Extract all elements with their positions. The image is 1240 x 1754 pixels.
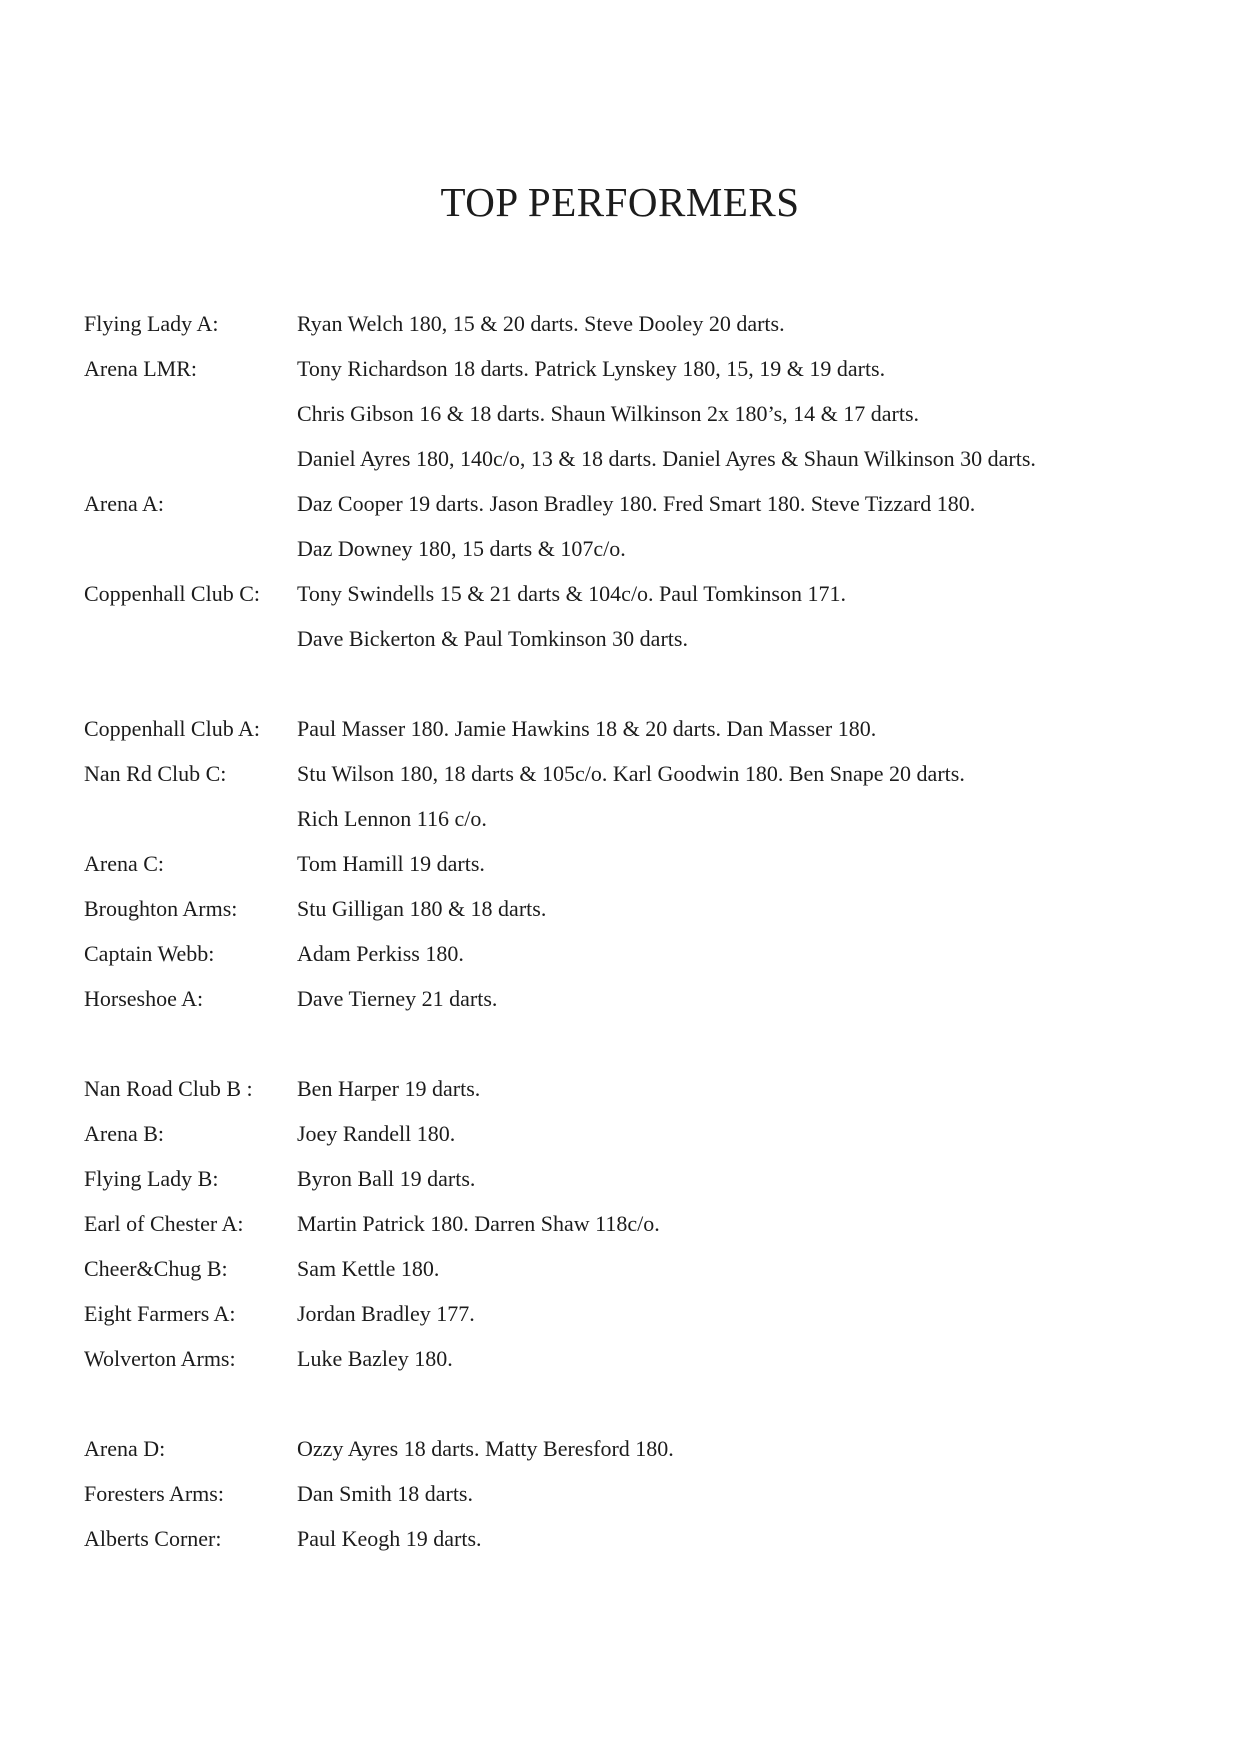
performance-lines xyxy=(297,841,1180,886)
table-row xyxy=(84,1471,1180,1516)
performance-lines xyxy=(297,1336,1180,1381)
team-label: Coppenhall Club C: xyxy=(84,581,260,607)
table-row xyxy=(84,1336,1180,1381)
table-row xyxy=(84,1156,1180,1201)
performers-section xyxy=(84,301,1180,661)
performance-lines xyxy=(297,571,1180,661)
performance-lines xyxy=(297,751,1180,841)
table-row xyxy=(84,1111,1180,1156)
table-row xyxy=(84,1426,1180,1471)
performance-lines xyxy=(297,1111,1180,1156)
performance-line: Ozzy Ayres 18 darts. Matty Beresford 180. xyxy=(297,1436,674,1462)
performance-line: Luke Bazley 180. xyxy=(297,1346,453,1372)
performance-line: Ben Harper 19 darts. xyxy=(297,1076,481,1102)
performance-line: Paul Keogh 19 darts. xyxy=(297,1526,482,1552)
team-label: Nan Road Club B : xyxy=(84,1076,253,1102)
page-title: TOP PERFORMERS xyxy=(440,179,800,225)
performance-line: Daz Downey 180, 15 darts & 107c/o. xyxy=(297,536,626,562)
performance-lines xyxy=(297,346,1180,481)
table-row xyxy=(84,1201,1180,1246)
team-label: Arena B: xyxy=(84,1121,165,1147)
performance-lines xyxy=(297,1066,1180,1111)
table-row xyxy=(84,571,1180,661)
performance-line: Dave Bickerton & Paul Tomkinson 30 darts. xyxy=(297,626,688,652)
performance-lines xyxy=(297,481,1180,571)
table-row xyxy=(84,301,1180,346)
performance-line: Stu Gilligan 180 & 18 darts. xyxy=(297,896,547,922)
performance-lines xyxy=(297,931,1180,976)
performance-line: Tony Swindells 15 & 21 darts & 104c/o. Paul Tomkinson 171. xyxy=(297,581,846,607)
performance-lines xyxy=(297,1516,1180,1561)
performance-lines xyxy=(297,1201,1180,1246)
performance-lines xyxy=(297,1246,1180,1291)
performance-line: Rich Lennon 116 c/o. xyxy=(297,806,487,832)
performance-line: Tony Richardson 18 darts. Patrick Lynskey 180, 15, 19 & 19 darts. xyxy=(297,356,886,382)
performance-lines xyxy=(297,886,1180,931)
performance-line: Martin Patrick 180. Darren Shaw 118c/o. xyxy=(297,1211,660,1237)
table-row xyxy=(84,1291,1180,1336)
table-row xyxy=(84,346,1180,481)
performance-lines xyxy=(297,1426,1180,1471)
performance-line: Chris Gibson 16 & 18 darts. Shaun Wilkinson 2x 180’s, 14 & 17 darts. xyxy=(297,401,920,427)
team-label: Horseshoe A: xyxy=(84,986,204,1012)
team-label: Flying Lady B: xyxy=(84,1166,219,1192)
table-row xyxy=(84,751,1180,841)
team-label: Wolverton Arms: xyxy=(84,1346,236,1372)
performers-section xyxy=(84,1426,1180,1561)
team-label: Alberts Corner: xyxy=(84,1526,222,1552)
performance-line: Daniel Ayres 180, 140c/o, 13 & 18 darts. Daniel Ayres & Shaun Wilkinson 30 darts. xyxy=(297,446,1036,472)
team-label: Nan Rd Club C: xyxy=(84,761,227,787)
table-row xyxy=(84,706,1180,751)
table-row xyxy=(84,1246,1180,1291)
team-label: Arena C: xyxy=(84,851,165,877)
performance-lines xyxy=(297,706,1180,751)
team-label: Flying Lady A: xyxy=(84,311,219,337)
performance-line: Dan Smith 18 darts. xyxy=(297,1481,473,1507)
performance-lines xyxy=(297,1156,1180,1201)
performance-line: Dave Tierney 21 darts. xyxy=(297,986,498,1012)
performance-lines xyxy=(297,976,1180,1021)
performance-line: Tom Hamill 19 darts. xyxy=(297,851,485,877)
performance-line: Stu Wilson 180, 18 darts & 105c/o. Karl Goodwin 180. Ben Snape 20 darts. xyxy=(297,761,965,787)
performers-section xyxy=(84,1066,1180,1381)
performance-line: Ryan Welch 180, 15 & 20 darts. Steve Dooley 20 darts. xyxy=(297,311,785,337)
table-row xyxy=(84,481,1180,571)
team-label: Cheer&Chug B: xyxy=(84,1256,228,1282)
performance-lines xyxy=(297,301,1180,346)
team-label: Arena LMR: xyxy=(84,356,198,382)
performers-list xyxy=(0,301,1240,1561)
table-row xyxy=(84,1516,1180,1561)
performance-line: Jordan Bradley 177. xyxy=(297,1301,475,1327)
team-label: Foresters Arms: xyxy=(84,1481,224,1507)
performance-line: Byron Ball 19 darts. xyxy=(297,1166,476,1192)
team-label: Earl of Chester A: xyxy=(84,1211,244,1237)
performance-lines xyxy=(297,1291,1180,1336)
team-label: Eight Farmers A: xyxy=(84,1301,236,1327)
table-row xyxy=(84,886,1180,931)
team-label: Arena D: xyxy=(84,1436,166,1462)
performers-section xyxy=(84,706,1180,1021)
performance-lines xyxy=(297,1471,1180,1516)
performance-line: Joey Randell 180. xyxy=(297,1121,456,1147)
table-row xyxy=(84,931,1180,976)
performance-line: Daz Cooper 19 darts. Jason Bradley 180. Fred Smart 180. Steve Tizzard 180. xyxy=(297,491,976,517)
performance-line: Paul Masser 180. Jamie Hawkins 18 & 20 darts. Dan Masser 180. xyxy=(297,716,877,742)
table-row xyxy=(84,1066,1180,1111)
team-label: Broughton Arms: xyxy=(84,896,238,922)
team-label: Coppenhall Club A: xyxy=(84,716,260,742)
performance-line: Sam Kettle 180. xyxy=(297,1256,440,1282)
performance-line: Adam Perkiss 180. xyxy=(297,941,464,967)
team-label: Captain Webb: xyxy=(84,941,215,967)
team-label: Arena A: xyxy=(84,491,165,517)
table-row xyxy=(84,841,1180,886)
table-row xyxy=(84,976,1180,1021)
